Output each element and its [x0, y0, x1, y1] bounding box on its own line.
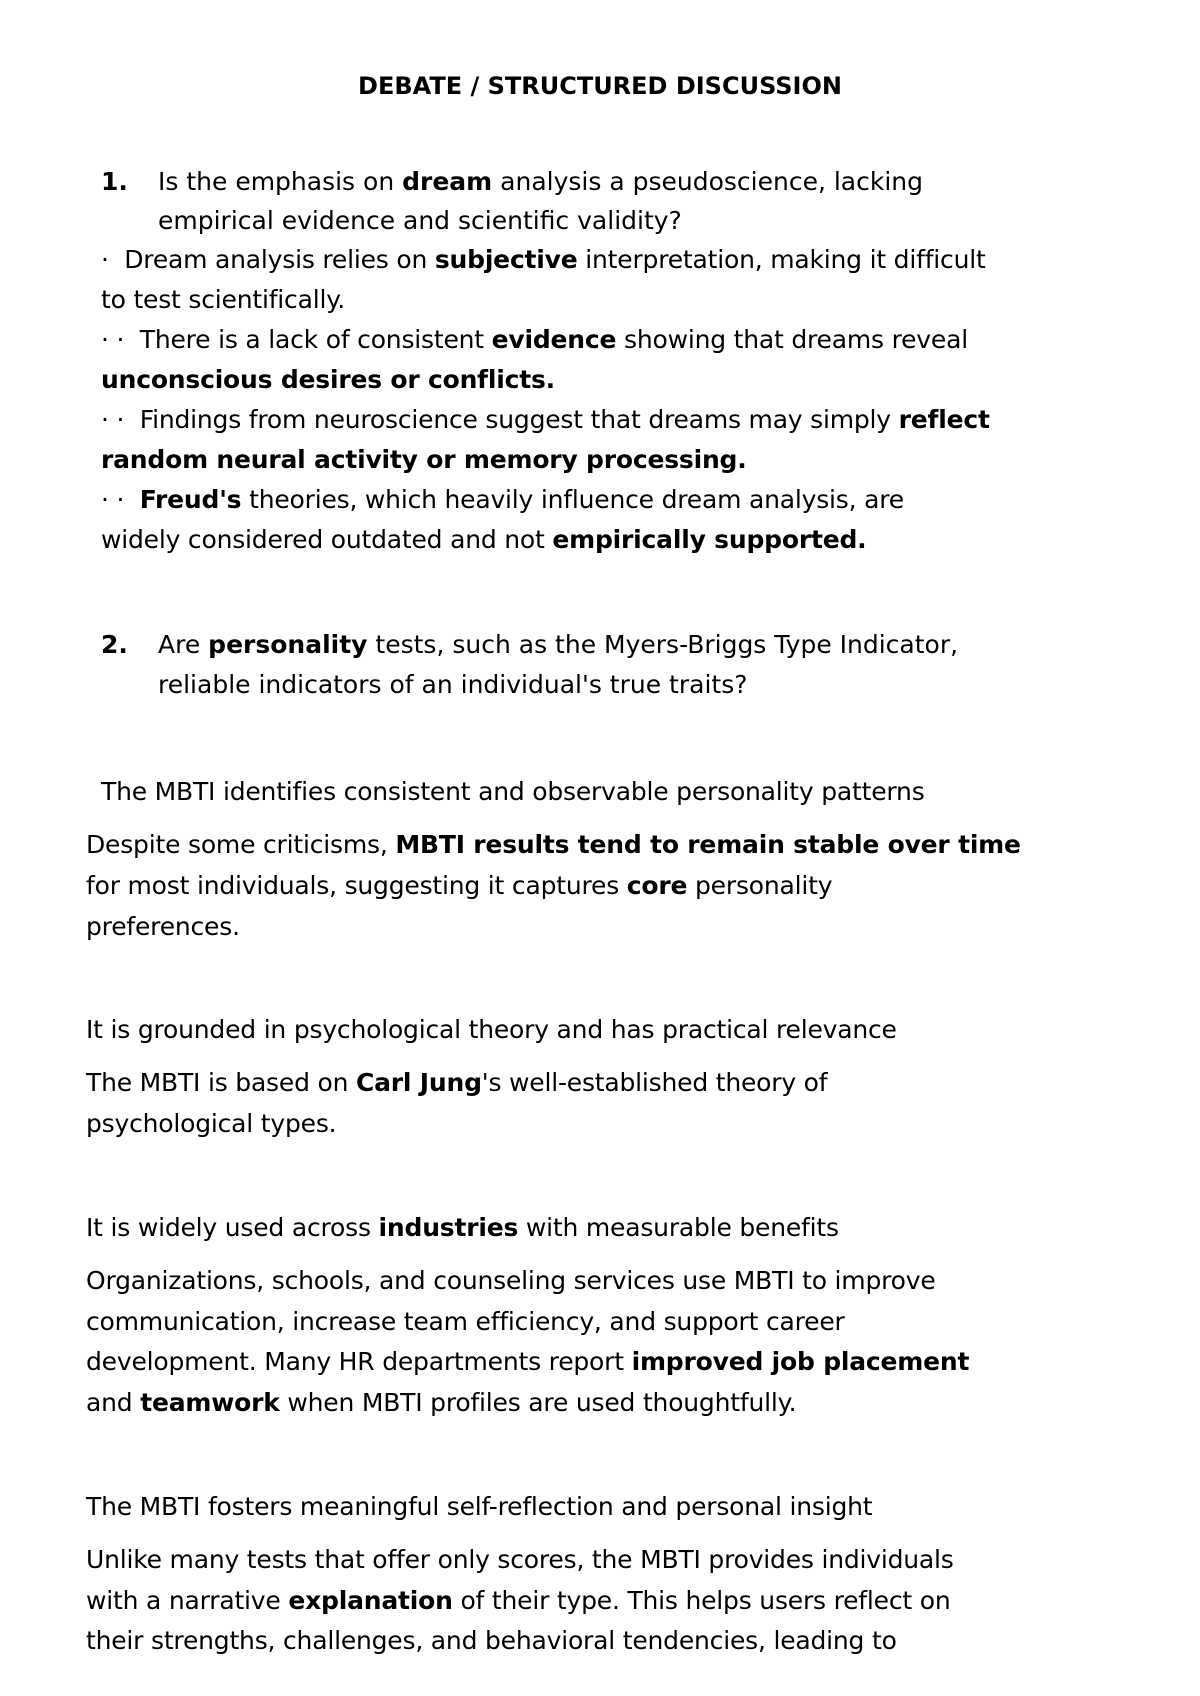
bullet-4-line-1: · · Freud's theories, which heavily influence dream analysis, are — [101, 485, 904, 514]
question-2-number: 2. — [101, 630, 128, 659]
bullet-1-line-1: · Dream analysis relies on subjective interpretation, making it difficult — [101, 245, 986, 274]
section-1-line-3: preferences. — [86, 912, 240, 941]
bullet-2-line-1: · · There is a lack of consistent evidence showing that dreams reveal — [101, 325, 968, 354]
question-1-line-2: empirical evidence and scientific validity? — [158, 206, 682, 235]
section-2-heading: It is grounded in psychological theory and has practical relevance — [86, 1015, 897, 1044]
section-3-line-3: development. Many HR departments report improved job placement — [86, 1347, 970, 1376]
question-2-line-1: Are personality tests, such as the Myers-Briggs Type Indicator, — [158, 630, 959, 659]
section-1-line-2: for most individuals, suggesting it captures core personality — [86, 871, 833, 900]
section-2-line-2: psychological types. — [86, 1109, 337, 1138]
section-4-line-3: their strengths, challenges, and behavioral tendencies, leading to — [86, 1626, 897, 1655]
section-4-line-1: Unlike many tests that offer only scores, the MBTI provides individuals — [86, 1545, 954, 1574]
section-3-line-2: communication, increase team efficiency, and support career — [86, 1307, 845, 1336]
bullet-1-line-2: to test scientifically. — [101, 285, 345, 314]
question-1-number: 1. — [101, 167, 128, 196]
question-1-line-1: Is the emphasis on dream analysis a pseudoscience, lacking — [158, 167, 924, 196]
section-4-line-2: with a narrative explanation of their type. This helps users reflect on — [86, 1586, 951, 1615]
section-4-heading: The MBTI fosters meaningful self-reflection and personal insight — [86, 1492, 873, 1521]
question-2-line-2: reliable indicators of an individual's true traits? — [158, 670, 748, 699]
section-3-line-1: Organizations, schools, and counseling services use MBTI to improve — [86, 1266, 936, 1295]
section-1-line-1: Despite some criticisms, MBTI results tend to remain stable over time — [86, 830, 1021, 859]
section-1-heading: The MBTI identifies consistent and observable personality patterns — [101, 777, 925, 806]
bullet-3-line-2: random neural activity or memory processing. — [101, 445, 747, 474]
bullet-3-line-1: · · Findings from neuroscience suggest that dreams may simply reflect — [101, 405, 990, 434]
bullet-2-line-2: unconscious desires or conflicts. — [101, 365, 555, 394]
page-title: DEBATE / STRUCTURED DISCUSSION — [358, 72, 842, 100]
bullet-4-line-2: widely considered outdated and not empirically supported. — [101, 525, 867, 554]
section-2-line-1: The MBTI is based on Carl Jung's well-established theory of — [86, 1068, 828, 1097]
section-3-heading: It is widely used across industries with measurable benefits — [86, 1213, 839, 1242]
section-3-line-4: and teamwork when MBTI profiles are used thoughtfully. — [86, 1388, 797, 1417]
